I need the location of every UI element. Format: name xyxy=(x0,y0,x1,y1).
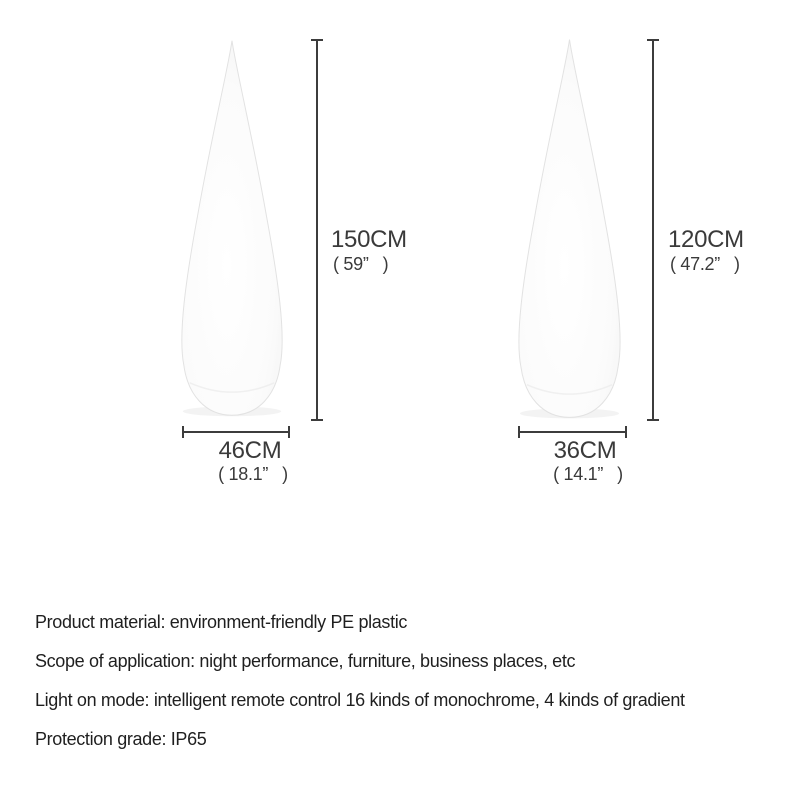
lamp-body-shape xyxy=(519,40,620,418)
spec-protection: Protection grade: IP65 xyxy=(35,729,207,749)
spec-material: Product material: environment-friendly PE plastic xyxy=(35,612,408,632)
lamp-body-shape xyxy=(182,41,282,416)
teardrop-lamp-image-small xyxy=(511,37,628,420)
height-value-large: 150CM xyxy=(331,226,407,253)
height-inches-small: ( 47.2” ) xyxy=(670,254,740,274)
width-inches-small: ( 14.1” ) xyxy=(553,464,623,484)
spec-light-mode: Light on mode: intelligent remote control 16 kinds of monochrome, 4 kinds of gradient xyxy=(35,690,685,710)
spec-application: Scope of application: night performance, furniture, business places, etc xyxy=(35,651,576,671)
height-inches-large: ( 59” ) xyxy=(333,254,389,274)
height-dimension-line-large xyxy=(316,39,318,421)
height-dimension-line-small xyxy=(652,39,654,421)
height-value-small: 120CM xyxy=(668,226,744,253)
width-dimension-line-small xyxy=(518,431,627,433)
width-inches-large: ( 18.1” ) xyxy=(218,464,288,484)
width-value-small: 36CM xyxy=(553,437,617,464)
teardrop-lamp-image-large xyxy=(174,36,290,420)
width-value-large: 46CM xyxy=(218,437,282,464)
width-dimension-line-large xyxy=(182,431,290,433)
product-specs-list xyxy=(35,611,780,767)
